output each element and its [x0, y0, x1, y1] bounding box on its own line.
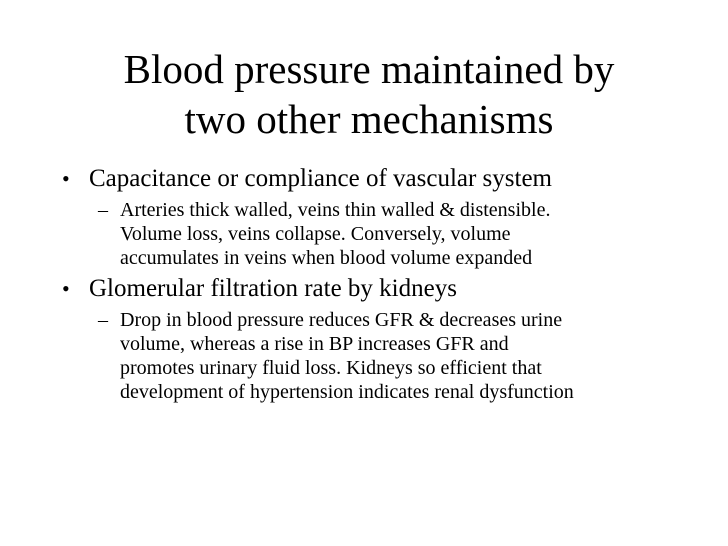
dash-icon: – [98, 199, 108, 221]
sub-bullet-capacitance [98, 198, 682, 270]
bullet-capacitance [62, 164, 682, 194]
sub-bullet-line: development of hypertension indicates renal dysfunction [120, 381, 574, 403]
bullet-dot-icon: • [62, 166, 70, 191]
sub-bullet-line: promotes urinary fluid loss. Kidneys so efficient that [120, 357, 542, 379]
dash-icon: – [98, 309, 108, 331]
sub-bullet-line: Volume loss, veins collapse. Conversely, volume [120, 223, 511, 245]
slide-title-line-1: Blood pressure maintained by [123, 46, 615, 92]
sub-bullet-line: Arteries thick walled, veins thin walled & distensible. [120, 199, 551, 221]
bullet-text: Glomerular filtration rate by kidneys [89, 275, 457, 302]
sub-bullet-gfr [98, 308, 682, 404]
slide-title-line-2: two other mechanisms [184, 96, 554, 142]
bullet-dot-icon: • [62, 276, 70, 301]
sub-bullet-line: Drop in blood pressure reduces GFR & decreases urine [120, 309, 563, 331]
slide-title [60, 44, 678, 144]
sub-bullet-line: accumulates in veins when blood volume expanded [120, 247, 533, 269]
bullet-gfr [62, 274, 682, 304]
bullet-text: Capacitance or compliance of vascular system [89, 165, 553, 192]
slide-body [62, 164, 682, 404]
sub-bullet-line: volume, whereas a rise in BP increases GFR and [120, 333, 509, 355]
